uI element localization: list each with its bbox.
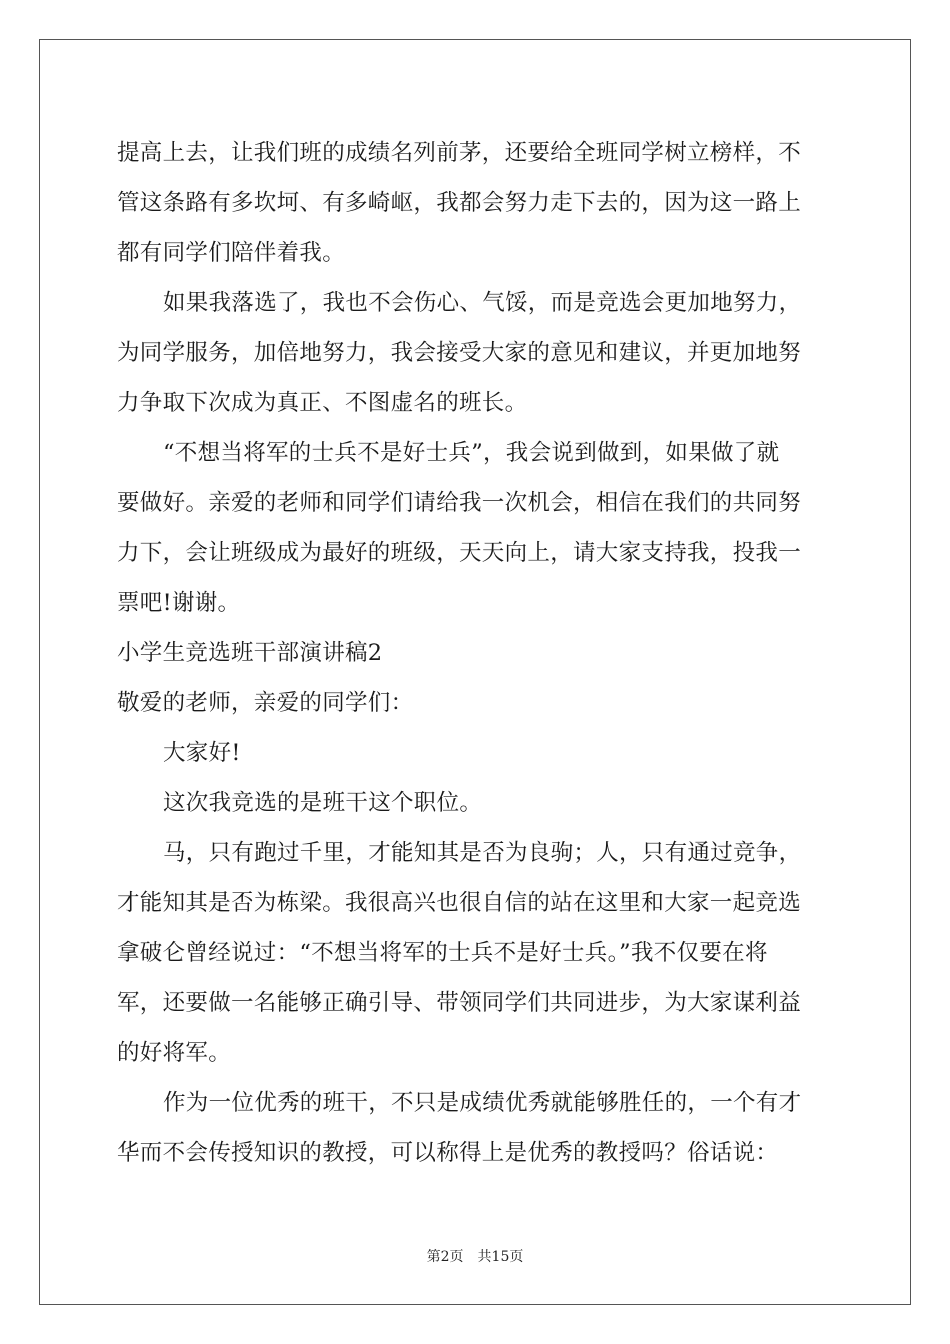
text-line: 为同学服务，加倍地努力，我会接受大家的意见和建议，并更加地努 xyxy=(117,340,802,366)
text-line: 这次我竞选的是班干这个职位。 xyxy=(163,790,483,816)
text-line: 如果我落选了，我也不会伤心、气馁，而是竞选会更加地努力， xyxy=(163,290,802,316)
text-line: “不想当将军的士兵不是好士兵”，我会说到做到，如果做了就 xyxy=(163,440,780,466)
text-line: 拿破仑曾经说过：“不想当将军的士兵不是好士兵。”我不仅要在将 xyxy=(117,940,768,966)
text-line: 力下，会让班级成为最好的班级，天天向上，请大家支持我，投我一 xyxy=(117,540,802,566)
text-line: 都有同学们陪伴着我。 xyxy=(117,240,346,266)
salutation: 敬爱的老师，亲爱的同学们： xyxy=(117,690,414,716)
text-line: 才能知其是否为栋梁。我很高兴也很自信的站在这里和大家一起竞选 xyxy=(117,890,802,916)
document-body xyxy=(117,128,837,1178)
text-line: 华而不会传授知识的教授，可以称得上是优秀的教授吗？俗话说： xyxy=(117,1140,779,1166)
text-line: 军，还要做一名能够正确引导、带领同学们共同进步，为大家谋利益 xyxy=(117,990,802,1016)
text-line: 管这条路有多坎坷、有多崎岖，我都会努力走下去的，因为这一路上 xyxy=(117,190,802,216)
text-line: 要做好。亲爱的老师和同学们请给我一次机会，相信在我们的共同努 xyxy=(117,490,802,516)
text-line: 提高上去，让我们班的成绩名列前茅，还要给全班同学树立榜样，不 xyxy=(117,140,802,166)
page-number: 第2页 xyxy=(426,1249,464,1265)
greeting: 大家好! xyxy=(163,740,241,766)
section-heading: 小学生竞选班干部演讲稿2 xyxy=(117,640,383,666)
text-line: 力争取下次成为真正、不图虚名的班长。 xyxy=(117,390,528,416)
text-line: 的好将军。 xyxy=(117,1040,232,1066)
text-line: 作为一位优秀的班干，不只是成绩优秀就能够胜任的，一个有才 xyxy=(163,1090,802,1116)
text-line: 马，只有跑过千里，才能知其是否为良驹；人，只有通过竞争， xyxy=(163,840,802,866)
page-footer xyxy=(0,1246,950,1266)
text-line: 票吧!谢谢。 xyxy=(117,590,241,616)
page-total: 共15页 xyxy=(477,1249,524,1265)
